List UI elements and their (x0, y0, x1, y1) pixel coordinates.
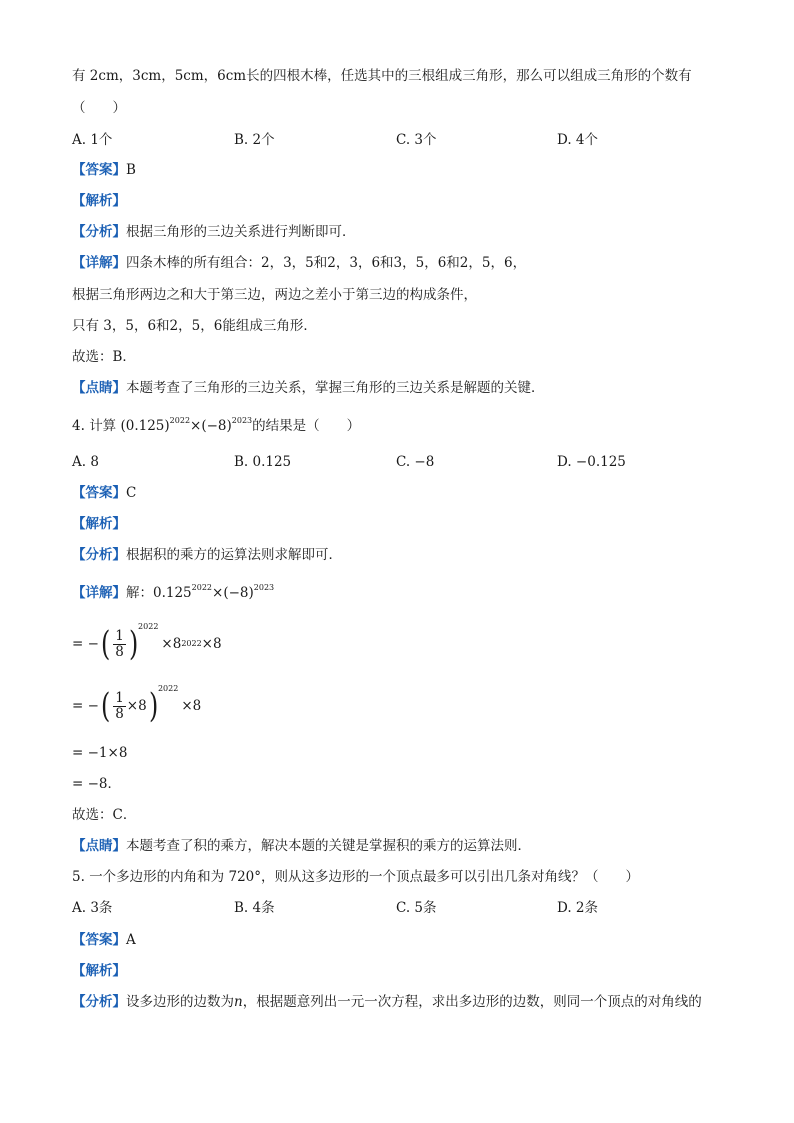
q5-number: 5. (72, 869, 85, 885)
fraction-numerator: 1 (115, 689, 124, 706)
q4-guxuan: 故选：C． (72, 807, 137, 823)
q4-fenxi (72, 545, 342, 565)
q4-answer (72, 483, 136, 503)
q4-analysis-heading (72, 514, 126, 534)
q3-blank: （ ） (72, 100, 126, 116)
q5-option-a: A. 3条 (72, 900, 113, 916)
q5-option-b: B. 4条 (234, 900, 275, 916)
dianjing-tag: 【点睛】 (72, 380, 126, 396)
xiangjie-tag: 【详解】 (72, 585, 126, 601)
q4-exp1: 2022 (169, 416, 191, 425)
answer-tag: 【答案】 (72, 162, 126, 178)
q4-option-d: D. −0.125 (557, 454, 626, 470)
step2-inner: ×8 (126, 698, 147, 714)
q4-stem (72, 416, 360, 436)
q5-option-d: D. 2条 (557, 900, 599, 916)
answer-value: B (126, 162, 136, 178)
q3-guxuan: 故选：B． (72, 349, 136, 365)
fenxi-tag: 【分析】 (72, 994, 126, 1010)
step0-exp1: 2022 (191, 583, 213, 592)
q3-analysis-heading (72, 191, 126, 211)
dianjing-text: 本题考查了三角形的三边关系，掌握三角形的三边关系是解题的关键． (126, 380, 545, 396)
xiangjie-text: 四条木棒的所有组合：2，3，5和2，3，6和3，5，6和2，5，6， (126, 255, 527, 271)
analysis-tag: 【解析】 (72, 516, 126, 532)
step1-pre: = − (72, 636, 99, 652)
q4-base1: (0.125) (120, 418, 170, 434)
fenxi-var: n (234, 994, 243, 1010)
q4-option-b: B. 0.125 (234, 454, 292, 470)
analysis-tag: 【解析】 (72, 963, 126, 979)
left-paren: ( (100, 686, 111, 726)
step0-times: × (212, 585, 224, 601)
q5-option-c: C. 5条 (396, 900, 437, 916)
q4-base2: (−8) (201, 418, 232, 434)
fenxi-pre: 设多边形的边数为 (126, 994, 234, 1010)
q4-stem-post: 的结果是（ ） (252, 418, 361, 434)
answer-tag: 【答案】 (72, 485, 126, 501)
step0-exp2: 2023 (253, 583, 275, 592)
q4-option-a: A. 8 (72, 454, 99, 470)
q4-step3: = −1×8 (72, 745, 128, 761)
fenxi-text: 根据三角形的三边关系进行判断即可． (126, 224, 356, 240)
right-paren: ) (128, 624, 139, 664)
q5-fenxi (72, 992, 702, 1012)
q3-option-d: D. 4个 (557, 132, 599, 148)
step0-base: 0.125 (153, 585, 192, 601)
dianjing-text: 本题考查了积的乘方，解决本题的关键是掌握积的乘方的运算法则． (126, 838, 531, 854)
q3-xiangjie-line3: 只有 3，5，6和2，5，6能组成三角形． (72, 318, 317, 334)
step1-exp: 2022 (138, 622, 159, 631)
q4-times: × (190, 418, 202, 434)
q3-stem: 有 2cm，3cm，5cm，6cm长的四根木棒，任选其中的三根组成三角形，那么可以组成三角形的个数有 (72, 68, 692, 84)
step1-mid: ×8 (161, 636, 182, 652)
answer-tag: 【答案】 (72, 932, 126, 948)
right-paren: ) (148, 686, 158, 726)
q3-xiangjie-line2: 根据三角形两边之和大于第三边，两边之差小于第三边的构成条件， (72, 287, 477, 303)
q3-xiangjie (72, 253, 526, 273)
q5-stem (72, 867, 639, 887)
fraction (113, 629, 126, 660)
analysis-tag: 【解析】 (72, 193, 126, 209)
fenxi-tag: 【分析】 (72, 547, 126, 563)
q4-option-c: C. −8 (396, 454, 435, 470)
q3-answer (72, 160, 136, 180)
q4-number: 4. (72, 418, 85, 434)
fenxi-text: 根据积的乘方的运算法则求解即可． (126, 547, 342, 563)
step0-base2: (−8) (223, 585, 254, 601)
step2-post: ×8 (181, 698, 202, 714)
fenxi-tag: 【分析】 (72, 224, 126, 240)
xiangjie-pre: 解： (126, 585, 153, 601)
q3-option-c: C. 3个 (396, 132, 437, 148)
q3-option-a: A. 1个 (72, 132, 113, 148)
answer-value: A (126, 932, 136, 948)
dianjing-tag: 【点睛】 (72, 838, 126, 854)
step2-pre: = − (72, 698, 99, 714)
fraction-denominator: 8 (115, 705, 124, 722)
fraction (113, 691, 126, 722)
left-paren: ( (100, 624, 111, 664)
xiangjie-tag: 【详解】 (72, 255, 126, 271)
q4-step1: = − ( $\frac{1}{8}$ ) 2022 ×8 2022 ×8 (72, 622, 222, 664)
fenxi-post: ，根据题意列出一元一次方程，求出多边形的边数，则同一个顶点的对角线的 (242, 994, 702, 1010)
q4-exp2: 2023 (231, 416, 253, 425)
answer-value: C (126, 485, 137, 501)
q3-option-b: B. 2个 (234, 132, 275, 148)
q5-answer (72, 930, 136, 950)
q4-stem-pre: 计算 (89, 418, 117, 434)
q5-stem-text: 一个多边形的内角和为 720°，则从这多边形的一个顶点最多可以引出几条对角线？（ ） (89, 869, 639, 885)
step2-exp: 2022 (157, 684, 179, 693)
fraction-denominator: 8 (115, 643, 124, 660)
q4-step4: = −8． (72, 776, 122, 792)
fraction-numerator: 1 (115, 627, 124, 644)
q3-dianjing (72, 378, 545, 398)
step1-post: ×8 (201, 636, 222, 652)
q4-step2 (72, 684, 201, 728)
q3-fenxi (72, 222, 356, 242)
q5-analysis-heading (72, 961, 126, 981)
q4-dianjing (72, 836, 531, 856)
q4-xiangjie (72, 583, 274, 603)
